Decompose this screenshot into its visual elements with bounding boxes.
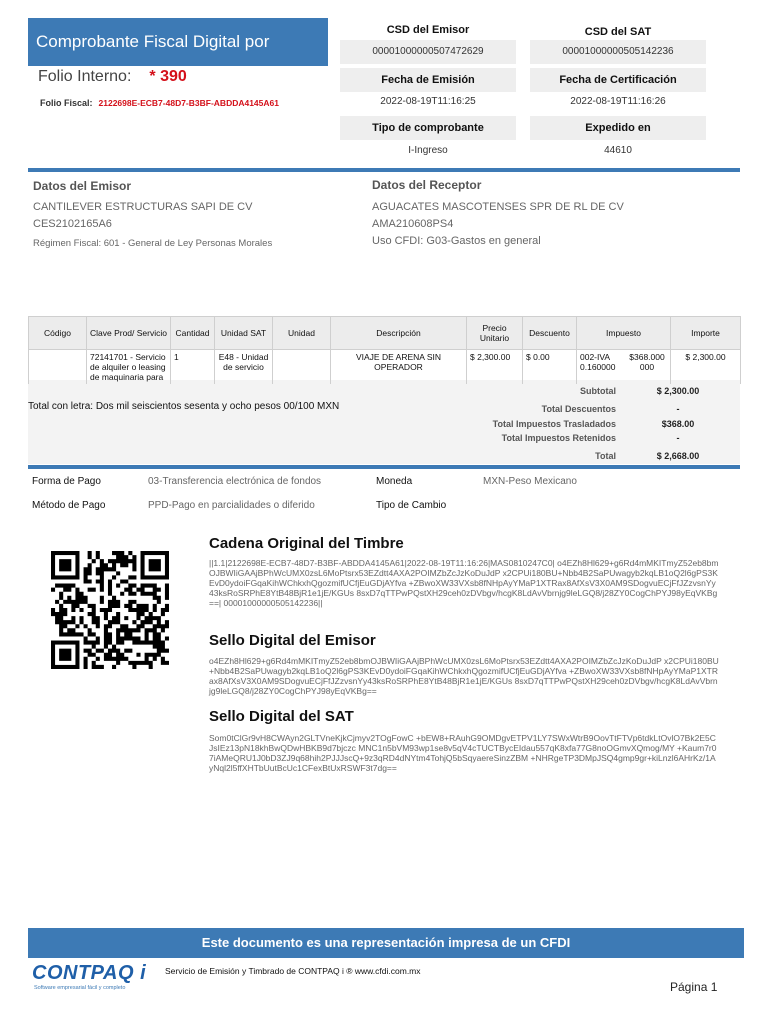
- cell-cantidad: 1: [171, 350, 215, 385]
- emisor-rfc: CES2102165A6: [33, 218, 112, 230]
- contpaq-logo: CONTPAQ i: [32, 962, 147, 984]
- expedido-en-label: Expedido en: [530, 116, 706, 140]
- col-unidad-sat: Unidad SAT: [215, 317, 273, 350]
- emisor-name: CANTILEVER ESTRUCTURAS SAPI DE CV: [33, 201, 253, 213]
- total-con-letra: Total con letra: Dos mil seiscientos sesenta y ocho pesos 00/100 MXN: [28, 401, 340, 412]
- fecha-certificacion-label: Fecha de Certificación: [530, 68, 706, 92]
- folio-fiscal-label: Folio Fiscal:: [40, 98, 93, 108]
- cell-unidad: [273, 350, 331, 385]
- fecha-emision-value: 2022-08-19T11:16:25: [380, 96, 476, 107]
- total-label: Total: [595, 451, 616, 461]
- retenidos-value: -: [676, 433, 680, 443]
- cell-descripcion: VIAJE DE ARENA SIN OPERADOR: [331, 350, 467, 385]
- retenidos-label: Total Impuestos Retenidos: [501, 433, 616, 443]
- folio-interno-value: * 390: [149, 68, 187, 85]
- emisor-heading: Datos del Emisor: [33, 179, 132, 193]
- impuesto-monto: $368.000 000: [629, 352, 665, 372]
- descuentos-label: Total Descuentos: [541, 404, 616, 414]
- col-codigo: Código: [29, 317, 87, 350]
- col-descuento: Descuento: [523, 317, 577, 350]
- contpaq-tagline: Software empresarial fácil y completo: [34, 985, 126, 991]
- receptor-name: AGUACATES MASCOTENSES SPR DE RL DE CV: [372, 201, 624, 213]
- fecha-certificacion-value: 2022-08-19T11:16:26: [570, 96, 666, 107]
- cell-clave: 72141701 - Servicio de alquiler o leasing de maquinaria para: [87, 350, 171, 385]
- folio-fiscal-value: 2122698E-ECB7-48D7-B3BF-ABDDA4145A61: [98, 98, 279, 108]
- cadena-original-heading: Cadena Original del Timbre: [209, 535, 404, 552]
- col-precio: Precio Unitario: [467, 317, 523, 350]
- descuentos-value: -: [676, 404, 680, 414]
- impuesto-tipo: 002-IVA 0.160000: [580, 352, 616, 372]
- table-header-row: [29, 317, 741, 350]
- cadena-original-text: ||1.1|2122698E-ECB7-48D7-B3BF-ABDDA4145A61|2022-08-19T11:16:26|MAS0810247C0| o4EZh8Hl629+g6Rd4mMKITmyZ52eb8bmOJBWIiGAAjBPhWcUMX0zsL6MoPtsrx53EZdtt4AXA2POIMZbZcJzKoDuJdP x2CPUi180BU+Nbb4B2SaPUwagyb2kqLB1oQ2l6gPS3KEvD0ydoiFGqaKihWChkxhQgozmifUCfjEuGDjAYfva +ZBwoXW33VXsb8fNHpAyYMaP1XTRax8AfXsV3X0AM9SDogvuECjFfJZzvsnYy43ksRoSRPhE8YtB48BjR1e1jE/KGUs 8sxD7qTTPwPQstXH29ceh0zDVbgv/hcgK8LdAvVbrnjg9leLGQ8/j28ZY0CogChPYJ98yEqVKBg==| 00001000000505142236||: [209, 558, 719, 608]
- cell-importe: $ 2,300.00: [671, 350, 741, 385]
- folio-interno-label: Folio Interno:: [38, 68, 132, 85]
- sello-emisor-text: o4EZh8Hl629+g6Rd4mMKITmyZ52eb8bmOJBWIiGAAjBPhWcUMX0zsL6MoPtsrx53EZdtt4AXA2POIMZbZcJzKoDuJdP x2CPUi180BU+Nbb4B2SaPUwagyb2kqLB1oQ2l6gPS3KEvD0ydoiFGqaKihWChkxhQgozmifUCfjEuGDjAYfva +ZBwoXW33VXsb8fNHpAyYMaP1XTRax8AfXsV3X0AM9SDogvuECjFfJZzvsnYy43ksRoSRPhE8YtB48BjR1e1jE/KGUs 8sxD7qTTPwPQstXH29ceh0zDVbgv/hcgK8LdAvVbrnjg9leLGQ8/j28ZY0CogChPYJ98yEqVKBg==: [209, 656, 719, 696]
- col-cantidad: Cantidad: [171, 317, 215, 350]
- tipo-comprobante-label: Tipo de comprobante: [340, 116, 516, 140]
- receptor-uso-cfdi: Uso CFDI: G03-Gastos en general: [372, 235, 541, 247]
- document-title: Comprobante Fiscal Digital por Internet: [28, 18, 328, 66]
- csd-sat-label: CSD del SAT: [584, 26, 652, 38]
- csd-sat-value: 00001000000505142236: [530, 40, 706, 64]
- emisor-regimen: Régimen Fiscal: 601 - General de Ley Personas Morales: [33, 238, 273, 249]
- metodo-pago-value: PPD-Pago en parcialidades o diferido: [148, 500, 315, 511]
- folio-interno: [38, 68, 187, 86]
- table-row: [29, 350, 741, 385]
- cell-precio: $ 2,300.00: [467, 350, 523, 385]
- page-number: Página 1: [670, 980, 718, 994]
- cell-codigo: [29, 350, 87, 385]
- tipo-cambio-label: Tipo de Cambio: [376, 500, 447, 511]
- moneda-value: MXN-Peso Mexicano: [483, 476, 577, 487]
- qr-code-icon: [51, 551, 169, 669]
- cell-unidad-sat: E48 - Unidad de servicio: [215, 350, 273, 385]
- concepts-table: [28, 316, 741, 384]
- metodo-pago-label: Método de Pago: [32, 500, 106, 511]
- header-divider: [28, 168, 740, 172]
- folio-fiscal: [40, 98, 279, 108]
- trasladados-label: Total Impuestos Trasladados: [492, 419, 616, 429]
- receptor-rfc: AMA210608PS4: [372, 218, 454, 230]
- expedido-en-value: 44610: [604, 145, 632, 156]
- col-importe: Importe: [671, 317, 741, 350]
- cell-impuesto: [577, 350, 671, 385]
- cell-descuento: $ 0.00: [523, 350, 577, 385]
- subtotal-label: Subtotal: [580, 386, 616, 396]
- sello-sat-heading: Sello Digital del SAT: [209, 708, 354, 725]
- sello-sat-text: Som0tClGr9vH8CWAyn2GLTVneKjkCjmyv2TOgFowC +bEW8+RAuhG9OMDgvETPV1LY7SWxWtrB9OovTtFTVp6tdkLtOvlO7Bk2E5CJsIEz13pN18khBwQDwHBKB9d7bjczc MNC1n5bVM93wp1se8v5qV4cTUCTBycEIdau557qK8xfa77G8noOGmvXQmog/MY +Kaum7r07iAMeQRU1J0bD3ZJ9q68hih2PJJJscQ+9z3qRD4dNYtm4TohjQ5bSqyaereSinzZBM +NHRgeTP3DMpJSQ4gmp9gr+kiLnzl6AHrKz/1AyNql2l5ffXHTbUutBcUc1CFexBtUxRSWF3t7dg==: [209, 733, 717, 773]
- trasladados-value: $368.00: [661, 419, 695, 429]
- subtotal-value: $ 2,300.00: [656, 386, 700, 396]
- col-clave: Clave Prod/ Servicio: [87, 317, 171, 350]
- sello-emisor-heading: Sello Digital del Emisor: [209, 632, 376, 649]
- forma-pago-value: 03-Transferencia electrónica de fondos: [148, 476, 322, 487]
- csd-emisor-value: 00001000000507472629: [340, 40, 516, 64]
- cfdi-banner: Este documento es una representación impresa de un CFDI: [28, 928, 744, 958]
- forma-pago-label: Forma de Pago: [32, 476, 101, 487]
- totals-band: [28, 380, 740, 464]
- service-text: Servicio de Emisión y Timbrado de CONTPAQ i ® www.cfdi.com.mx: [165, 966, 421, 976]
- col-impuesto: Impuesto: [577, 317, 671, 350]
- csd-emisor-label: CSD del Emisor: [386, 24, 470, 36]
- total-value: $ 2,668.00: [656, 451, 700, 461]
- receptor-heading: Datos del Receptor: [372, 178, 482, 192]
- moneda-label: Moneda: [376, 476, 413, 487]
- fecha-emision-label: Fecha de Emisión: [340, 68, 516, 92]
- col-unidad: Unidad: [273, 317, 331, 350]
- tipo-comprobante-value: I-Ingreso: [408, 145, 448, 156]
- totals-divider: [28, 465, 740, 469]
- col-descripcion: Descripción: [331, 317, 467, 350]
